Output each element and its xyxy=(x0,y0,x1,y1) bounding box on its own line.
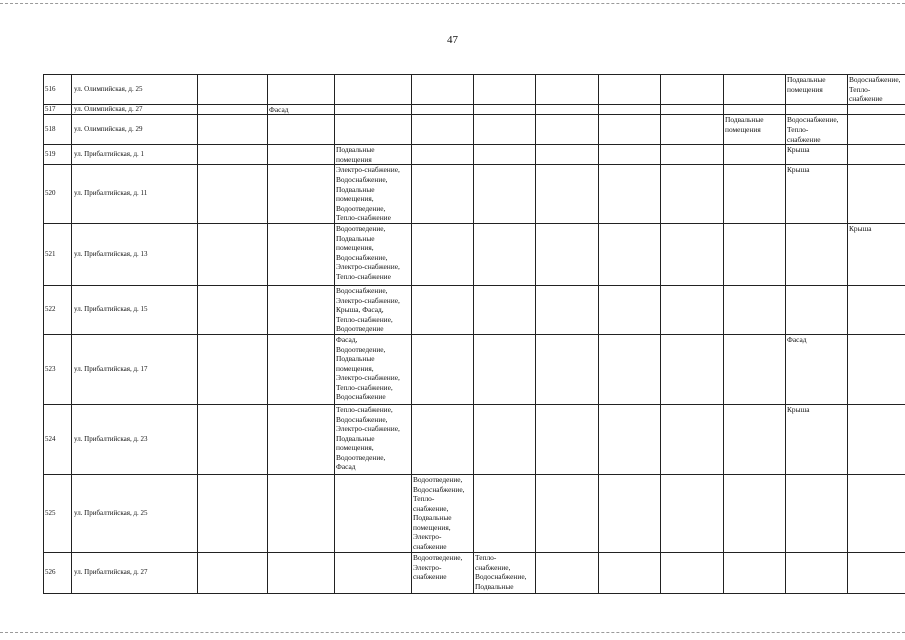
work-cell xyxy=(474,552,536,593)
table-row xyxy=(44,165,905,224)
row-address: ул. Прибалтийская, д. 27 xyxy=(72,552,198,593)
work-cell xyxy=(198,334,268,404)
work-cell xyxy=(786,75,848,105)
work-cell-text: Крыша xyxy=(849,223,872,233)
work-cell xyxy=(848,145,905,165)
work-cell xyxy=(536,104,599,115)
work-cell xyxy=(268,165,335,224)
work-cell xyxy=(536,115,599,145)
work-cell xyxy=(724,223,786,285)
row-address: ул. Олимпийская, д. 27 xyxy=(72,104,198,115)
work-cell xyxy=(335,115,412,145)
work-cell xyxy=(268,552,335,593)
work-cell xyxy=(661,104,724,115)
work-cell xyxy=(335,104,412,115)
row-number: 521 xyxy=(44,223,72,285)
work-cell xyxy=(268,334,335,404)
work-cell xyxy=(412,334,474,404)
work-cell xyxy=(786,552,848,593)
work-cell xyxy=(268,223,335,285)
address-table xyxy=(43,74,905,594)
work-cell xyxy=(198,165,268,224)
work-cell xyxy=(335,474,412,552)
work-cell xyxy=(848,334,905,404)
work-cell xyxy=(848,552,905,593)
table-row xyxy=(44,104,905,115)
work-cell xyxy=(661,474,724,552)
work-cell xyxy=(412,165,474,224)
work-cell xyxy=(661,75,724,105)
row-number: 519 xyxy=(44,145,72,165)
table-row xyxy=(44,145,905,165)
work-cell xyxy=(474,334,536,404)
work-cell-text: Водоснабжение, Тепло- снабжение xyxy=(849,75,901,104)
work-cell xyxy=(268,104,335,115)
work-cell xyxy=(724,474,786,552)
table-row xyxy=(44,223,905,285)
work-cell xyxy=(599,165,661,224)
work-cell xyxy=(599,75,661,105)
work-cell-text: Водоснабжение, Электро-снабжение, Крыша, Фасад, Тепло-снабжение, Водоотведение xyxy=(336,285,400,334)
work-cell-text: Подвальные помещения xyxy=(787,75,826,94)
work-cell xyxy=(474,75,536,105)
work-cell xyxy=(412,404,474,474)
work-cell xyxy=(599,223,661,285)
row-number: 518 xyxy=(44,115,72,145)
work-cell xyxy=(412,474,474,552)
work-cell xyxy=(786,104,848,115)
row-number: 516 xyxy=(44,75,72,105)
work-cell xyxy=(724,75,786,105)
work-cell xyxy=(848,115,905,145)
work-cell-text: Подвальные помещения xyxy=(336,145,375,164)
row-number: 520 xyxy=(44,165,72,224)
work-cell xyxy=(786,165,848,224)
row-number: 525 xyxy=(44,474,72,552)
work-cell xyxy=(412,145,474,165)
work-cell xyxy=(661,334,724,404)
work-cell xyxy=(724,334,786,404)
work-cell xyxy=(599,474,661,552)
work-cell xyxy=(198,115,268,145)
work-cell xyxy=(599,145,661,165)
work-cell-text: Тепло- снабжение, Водоснабжение, Подвальные xyxy=(475,552,527,591)
work-cell xyxy=(661,165,724,224)
work-cell xyxy=(661,223,724,285)
work-cell xyxy=(268,75,335,105)
work-cell xyxy=(474,165,536,224)
work-cell xyxy=(198,474,268,552)
work-cell xyxy=(335,285,412,334)
work-cell xyxy=(474,474,536,552)
work-cell xyxy=(599,334,661,404)
work-cell-text: Фасад xyxy=(269,104,289,114)
row-address: ул. Прибалтийская, д. 23 xyxy=(72,404,198,474)
work-cell xyxy=(599,104,661,115)
work-cell xyxy=(474,404,536,474)
work-cell xyxy=(786,115,848,145)
page-number: 47 xyxy=(447,34,458,46)
work-cell xyxy=(848,285,905,334)
row-address: ул. Прибалтийская, д. 11 xyxy=(72,165,198,224)
work-cell-text: Крыша xyxy=(787,145,810,155)
work-cell xyxy=(536,552,599,593)
work-cell-text: Подвальные помещения xyxy=(725,115,764,134)
row-address: ул. Прибалтийская, д. 17 xyxy=(72,334,198,404)
work-cell xyxy=(268,145,335,165)
work-cell xyxy=(786,474,848,552)
work-cell-text: Фасад, Водоотведение, Подвальные помещения, Электро-снабжение, Тепло-снабжение, Водоснабжение xyxy=(336,334,400,402)
work-cell xyxy=(786,145,848,165)
row-address: ул. Олимпийская, д. 29 xyxy=(72,115,198,145)
work-cell xyxy=(198,285,268,334)
work-cell xyxy=(724,115,786,145)
work-cell xyxy=(335,334,412,404)
work-cell xyxy=(724,165,786,224)
work-cell xyxy=(412,285,474,334)
work-cell xyxy=(661,145,724,165)
work-cell xyxy=(536,334,599,404)
work-cell xyxy=(661,285,724,334)
work-cell xyxy=(268,285,335,334)
work-cell xyxy=(268,404,335,474)
work-cell xyxy=(536,145,599,165)
work-cell xyxy=(335,223,412,285)
work-cell-text: Крыша xyxy=(787,165,810,175)
work-cell xyxy=(661,404,724,474)
work-cell xyxy=(724,404,786,474)
work-cell xyxy=(198,145,268,165)
row-address: ул. Прибалтийская, д. 15 xyxy=(72,285,198,334)
work-cell xyxy=(412,75,474,105)
work-cell xyxy=(599,285,661,334)
work-cell xyxy=(848,75,905,105)
work-cell xyxy=(335,165,412,224)
work-cell xyxy=(474,115,536,145)
work-cell xyxy=(474,145,536,165)
table-row xyxy=(44,404,905,474)
work-cell xyxy=(335,75,412,105)
work-cell xyxy=(268,115,335,145)
work-cell xyxy=(661,115,724,145)
work-cell-text: Водоснабжение, Тепло- снабжение xyxy=(787,115,839,144)
table-row xyxy=(44,474,905,552)
work-cell xyxy=(786,285,848,334)
work-cell xyxy=(474,285,536,334)
work-cell xyxy=(198,104,268,115)
row-number: 524 xyxy=(44,404,72,474)
work-cell xyxy=(198,223,268,285)
work-cell xyxy=(474,104,536,115)
work-cell xyxy=(848,104,905,115)
work-cell xyxy=(268,474,335,552)
work-cell xyxy=(599,115,661,145)
row-address: ул. Прибалтийская, д. 25 xyxy=(72,474,198,552)
work-cell xyxy=(536,75,599,105)
work-cell-text: Тепло-снабжение, Водоснабжение, Электро-снабжение, Подвальные помещения, Водоотведение, Фасад xyxy=(336,404,400,472)
work-cell xyxy=(599,552,661,593)
work-cell-text: Фасад xyxy=(787,334,807,344)
work-cell xyxy=(335,145,412,165)
row-address: ул. Прибалтийская, д. 13 xyxy=(72,223,198,285)
work-cell-text: Водоотведение, Электро- снабжение xyxy=(413,552,463,582)
work-cell xyxy=(661,552,724,593)
scan-border-bottom xyxy=(0,632,905,633)
table-row xyxy=(44,334,905,404)
work-cell xyxy=(198,404,268,474)
work-cell xyxy=(536,404,599,474)
row-number: 522 xyxy=(44,285,72,334)
work-cell xyxy=(335,404,412,474)
work-cell xyxy=(412,552,474,593)
work-cell xyxy=(335,552,412,593)
work-cell xyxy=(474,223,536,285)
work-cell xyxy=(724,552,786,593)
work-cell xyxy=(536,165,599,224)
table-row xyxy=(44,285,905,334)
row-number: 517 xyxy=(44,104,72,115)
table-row xyxy=(44,75,905,105)
work-cell xyxy=(848,223,905,285)
work-cell xyxy=(412,223,474,285)
work-cell xyxy=(536,223,599,285)
row-address: ул. Прибалтийская, д. 1 xyxy=(72,145,198,165)
table-row xyxy=(44,115,905,145)
work-cell xyxy=(536,285,599,334)
work-cell-text: Электро-снабжение, Водоснабжение, Подвальные помещения, Водоотведение, Тепло-снабжение xyxy=(336,165,400,223)
work-cell xyxy=(848,404,905,474)
work-cell-text: Крыша xyxy=(787,404,810,414)
scan-border-top xyxy=(0,3,905,4)
work-cell xyxy=(724,104,786,115)
work-cell xyxy=(412,115,474,145)
row-address: ул. Олимпийская, д. 25 xyxy=(72,75,198,105)
work-cell xyxy=(786,334,848,404)
work-cell xyxy=(599,404,661,474)
work-cell xyxy=(724,285,786,334)
work-cell xyxy=(536,474,599,552)
work-cell xyxy=(786,404,848,474)
work-cell xyxy=(786,223,848,285)
work-cell xyxy=(848,474,905,552)
table-row xyxy=(44,552,905,593)
work-cell xyxy=(724,145,786,165)
work-cell xyxy=(198,552,268,593)
work-cell-text: Водоотведение, Подвальные помещения, Водоснабжение, Электро-снабжение, Тепло-снабжение xyxy=(336,223,400,281)
work-cell xyxy=(848,165,905,224)
row-number: 526 xyxy=(44,552,72,593)
row-number: 523 xyxy=(44,334,72,404)
work-cell xyxy=(198,75,268,105)
work-cell-text: Водоотведение, Водоснабжение, Тепло- снабжение, Подвальные помещения, Электро- снабжение xyxy=(413,474,465,552)
work-cell xyxy=(412,104,474,115)
